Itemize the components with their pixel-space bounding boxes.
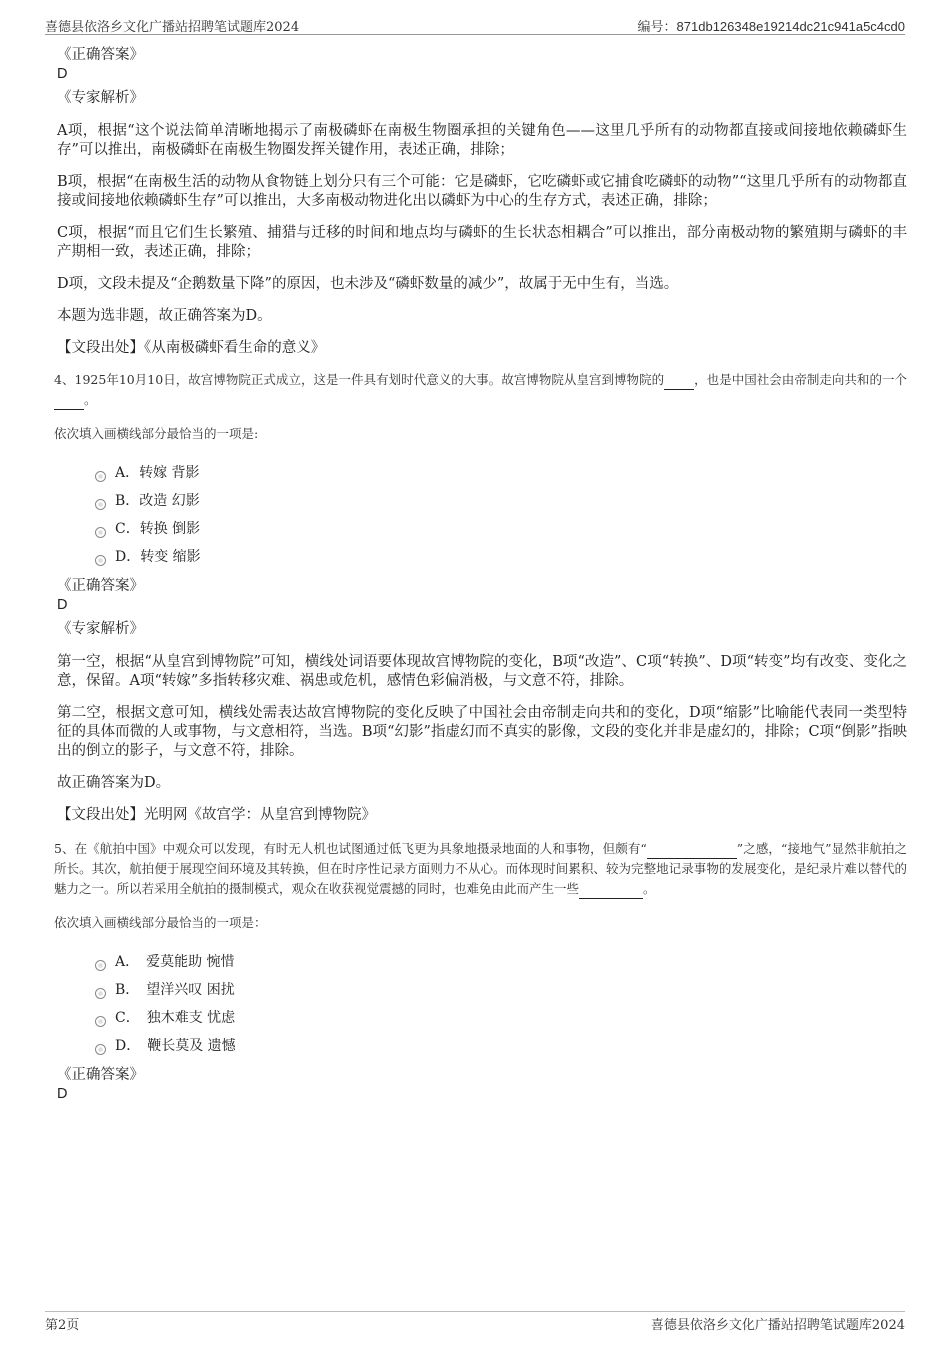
- option-d[interactable]: [95, 1032, 907, 1060]
- answer-value: D: [57, 66, 68, 82]
- analysis-paragraph: 第二空，根据文意可知，横线处需表达故宫博物院的变化反映了中国社会由帝制走向共和的变化，D项“缩影”比喻能代表同一类型特征的具体而微的人或事物，与文意相符，当选。B项“幻影”指虚幻而不真实的影像，文段的变化并非是虚幻的，排除；C项“倒影”指映出的倒立的影子，与文意不符，排除。: [57, 705, 907, 759]
- option-b[interactable]: [95, 976, 907, 1004]
- question-4-instruction: 依次填入画横线部分最恰当的一项是:: [54, 426, 259, 441]
- answer-value: D: [57, 1086, 68, 1102]
- header-code: 编号：871db126348e19214dc21c941a5c4cd0: [637, 19, 905, 34]
- option-label: C． 独木难支 忧虑: [115, 1010, 236, 1026]
- fill-blank: [579, 898, 643, 899]
- question-5-part-a: 5、在《航拍中国》中观众可以发现，有时无人机也试图通过低飞更为具象地摄录地面的人和事物，但颇有“: [54, 841, 647, 856]
- analysis-paragraph: B项，根据“在南极生活的动物从食物链上划分只有三个可能：它是磷虾，它吃磷虾或它捕食吃磷虾的动物”“这里几乎所有的动物都直接或间接地依赖磷虾生存”可以推出，大多南极动物进化出以磷虾为中心的生存方式，表述正确，排除；: [57, 174, 907, 209]
- analysis-label: 《专家解析》: [57, 621, 144, 637]
- answer-label: 《正确答案》: [57, 578, 144, 594]
- radio-icon[interactable]: [95, 960, 106, 971]
- question-5-text: [54, 839, 907, 899]
- footer-title: 喜德县依洛乡文化广播站招聘笔试题库2024: [650, 1318, 905, 1333]
- option-label: D． 鞭长莫及 遗憾: [115, 1038, 236, 1054]
- question-5-instruction: 依次填入画横线部分最恰当的一项是：: [54, 915, 267, 930]
- option-label: B．改造 幻影: [115, 493, 200, 509]
- analysis-paragraph: A项，根据“这个说法简单清晰地揭示了南极磷虾在南极生物圈承担的关键角色——这里几乎所有的动物都直接或间接地依赖磷虾生存”可以推出，南极磷虾在南极生物圈发挥关键作用，表述正确，排除；: [57, 123, 907, 158]
- fill-blank: [664, 389, 694, 390]
- question-5-part-b: ”之感，“接地气”显然非航拍之所长。其次，航拍便于展现空间环境及其转换，但在时序性记录方面则力不从心。而体现时间累积、较为完整地记录事物的发展变化，是纪录片难以替代的魅力之一。所以若采用全航拍的摄制模式，观众在收获视觉震撼的同时，也难免由此而产生一些: [54, 841, 907, 896]
- option-a[interactable]: [95, 948, 907, 976]
- answer-value: D: [57, 597, 68, 613]
- option-label: A． 爱莫能助 惋惜: [115, 954, 235, 970]
- question-5-options: [95, 948, 907, 1060]
- question-4-part-c: 。: [84, 392, 97, 407]
- fill-blank: [647, 858, 737, 859]
- source-citation: 【文段出处】《从南极磷虾看生命的意义》: [57, 340, 326, 356]
- analysis-label: 《专家解析》: [57, 90, 144, 106]
- analysis-paragraph: D项，文段未提及“企鹅数量下降”的原因，也未涉及“磷虾数量的减少”，故属于无中生有，当选。: [57, 276, 679, 292]
- source-citation: 【文段出处】光明网《故宫学：从皇宫到博物院》: [57, 807, 376, 823]
- radio-icon[interactable]: [95, 1016, 106, 1027]
- question-4-options: [95, 459, 907, 571]
- question-4-text: [54, 370, 907, 410]
- page-number: 第2页: [45, 1318, 80, 1333]
- analysis-paragraph: 本题为选非题，故正确答案为D。: [57, 308, 272, 324]
- option-b[interactable]: [95, 487, 907, 515]
- answer-label: 《正确答案》: [57, 47, 144, 63]
- option-d[interactable]: [95, 543, 907, 571]
- option-label: B． 望洋兴叹 困扰: [115, 982, 235, 998]
- page-footer: [45, 1311, 905, 1332]
- radio-icon[interactable]: [95, 499, 106, 510]
- question-5-part-c: 。: [643, 881, 656, 896]
- radio-icon[interactable]: [95, 988, 106, 999]
- answer-label: 《正确答案》: [57, 1067, 144, 1083]
- analysis-paragraph: 故正确答案为D。: [57, 775, 171, 791]
- radio-icon[interactable]: [95, 471, 106, 482]
- option-c[interactable]: [95, 1004, 907, 1032]
- option-label: C．转换 倒影: [115, 521, 201, 537]
- radio-icon[interactable]: [95, 1044, 106, 1055]
- radio-icon[interactable]: [95, 527, 106, 538]
- header-title: 喜德县依洛乡文化广播站招聘笔试题库2024: [45, 20, 300, 35]
- option-label: A．转嫁 背影: [115, 465, 200, 481]
- fill-blank: [54, 409, 84, 410]
- question-4-part-b: ，也是中国社会由帝制走向共和的一个: [694, 372, 907, 387]
- radio-icon[interactable]: [95, 555, 106, 566]
- page-header: [45, 14, 905, 35]
- option-c[interactable]: [95, 515, 907, 543]
- option-label: D．转变 缩影: [115, 549, 201, 565]
- option-a[interactable]: [95, 459, 907, 487]
- analysis-paragraph: C项，根据“而且它们生长繁殖、捕猎与迁移的时间和地点均与磷虾的生长状态相耦合”可以推出，部分南极动物的繁殖期与磷虾的丰产期相一致，表述正确，排除；: [57, 225, 907, 260]
- page-content: [54, 46, 907, 1109]
- question-4-part-a: 4、1925年10月10日，故宫博物院正式成立，这是一件具有划时代意义的大事。故宫博物院从皇宫到博物院的: [54, 372, 665, 387]
- analysis-paragraph: 第一空，根据“从皇宫到博物院”可知，横线处词语要体现故宫博物院的变化，B项“改造”、C项“转换”、D项“转变”均有改变、变化之意，保留。A项“转嫁”多指转移灾难、祸患或危机，感情色彩偏消极，与文意不符，排除。: [57, 654, 907, 689]
